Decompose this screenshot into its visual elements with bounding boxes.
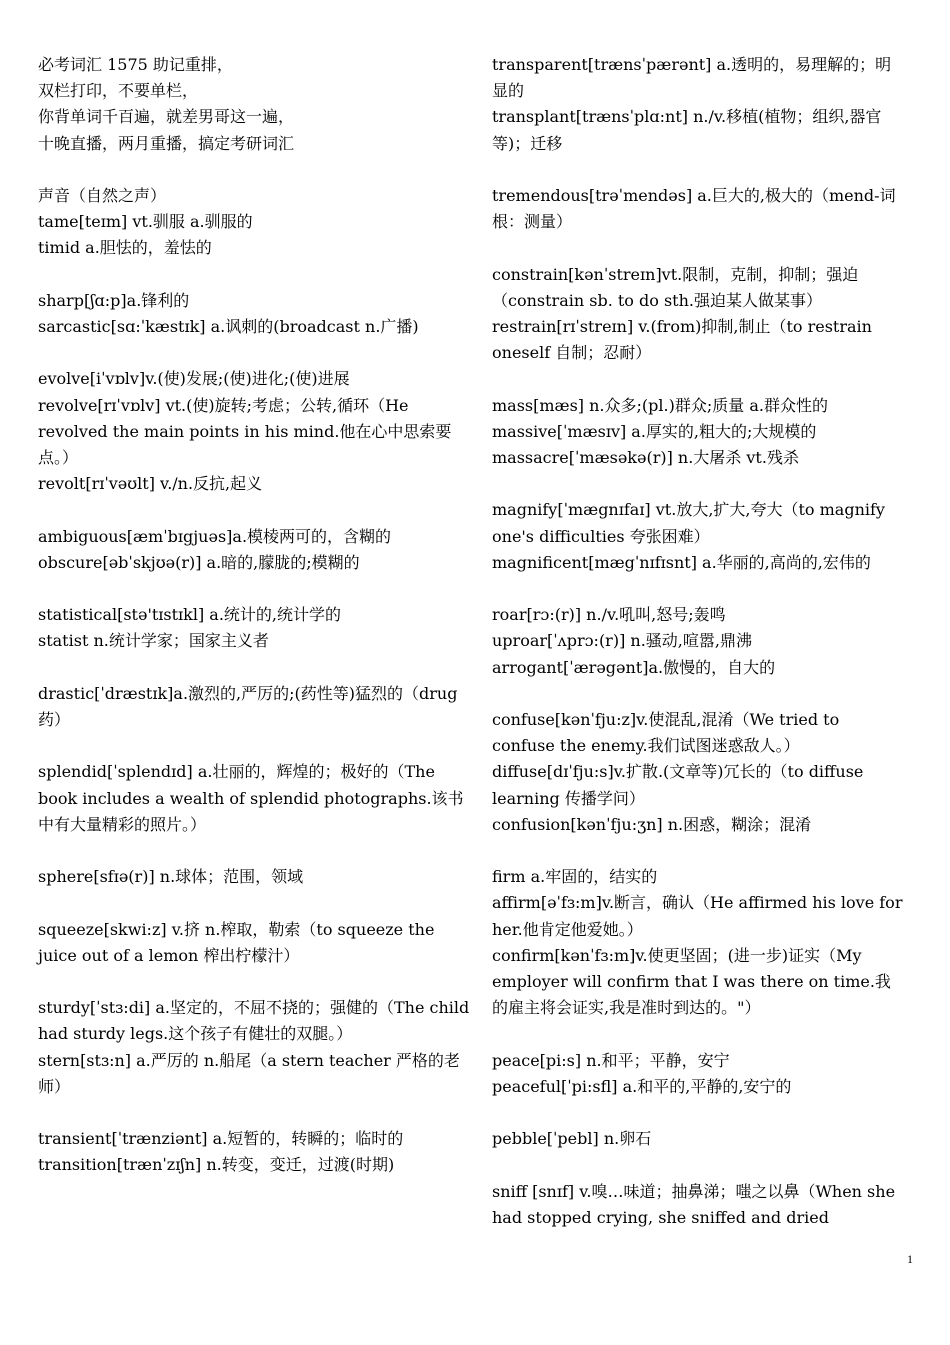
vocab-entry: tame[teɪm] vt.驯服 a.驯服的 [38, 212, 253, 232]
vocab-entry: drastic[ˈdræstɪk]a.激烈的,严厉的;(药性等)猛烈的（drug 药） [38, 683, 463, 729]
blank-line [492, 1152, 904, 1178]
vocab-entry: stern[stɜ:n] a.严厉的 n.船尾（a stern teacher 严格的老师） [38, 1050, 460, 1096]
vocab-entry: restrain[rɪˈstreɪn] v.(from)抑制,制止（to restrain oneself 自制；忍耐） [492, 317, 878, 363]
blank-line [38, 1100, 475, 1126]
vocab-entry: sphere[sfɪə(r)] n.球体；范围，领域 [38, 867, 304, 887]
vocab-entry: evolve[iˈvɒlv]v.(使)发展;(使)进化;(使)进展 [38, 369, 350, 389]
vocab-entry: 双栏打印，不要单栏， [38, 81, 199, 101]
blank-line [38, 576, 475, 602]
blank-line [492, 576, 904, 602]
vocab-entry: peace[pi:s] n.和平；平静，安宁 [492, 1050, 730, 1070]
blank-line [492, 681, 904, 707]
vocab-entry: roar[rɔ:(r)] n./v.吼叫,怒号;轰鸣 [492, 605, 726, 625]
right-column [492, 52, 908, 1231]
vocab-entry: statist n.统计学家；国家主义者 [38, 631, 269, 651]
vocab-entry: magnify[ˈmægnɪfaɪ] vt.放大,扩大,夸大（to magnify one's difficulties 夸张困难） [492, 500, 891, 546]
vocab-entry: pebble[ˈpebl] n.卵石 [492, 1129, 652, 1149]
vocab-entry: 必考词汇 1575 助记重排， [38, 55, 233, 74]
vocab-entry: confusion[kənˈfju:ʒn] n.困惑，糊涂；混淆 [492, 814, 812, 834]
vocab-entry: sniff [snɪf] v.嗅…味道；抽鼻涕；嗤之以鼻（When she had stopped crying, she sniffed and dried [492, 1181, 901, 1227]
blank-line [38, 262, 475, 288]
blank-line [492, 1100, 904, 1126]
blank-line [492, 1021, 904, 1047]
blank-line [38, 340, 475, 366]
vocab-entry: sharp[ʃɑ:p]a.锋利的 [38, 290, 190, 310]
vocab-entry: confirm[kənˈfɜ:m]v.使更坚固；(进一步)证实（My employer will confirm that I was there on time.我的雇主将会证实,我是准时到达的。"） [492, 945, 891, 1018]
vocab-entry: revolt[rɪˈvəʊlt] v./n.反抗,起义 [38, 474, 263, 494]
vocab-entry: sturdy[ˈstɜ:di] a.坚定的，不屈不挠的；强健的（The child had sturdy legs.这个孩子有健壮的双腿。） [38, 998, 475, 1044]
blank-line [492, 471, 904, 497]
blank-line [38, 497, 475, 523]
vocab-entry: 声音（自然之声） [38, 186, 167, 205]
vocab-entry: 你背单词千百遍，就差男哥这一遍， [38, 107, 295, 127]
blank-line [492, 235, 904, 261]
vocab-entry: transparent[trænsˈpærənt] a.透明的，易理解的；明显的 [492, 55, 892, 101]
vocab-entry: arrogant[ˈærəgənt]a.傲慢的，自大的 [492, 657, 776, 677]
blank-line [492, 366, 904, 392]
vocab-entry: transplant[trænsˈplɑ:nt] n./v.移植(植物；组织,器官等)；迁移 [492, 107, 882, 153]
vocab-entry: affirm[əˈfɜ:m]v.断言，确认（He affirmed his love for her.他肯定他爱她。） [492, 893, 908, 939]
vocab-entry: sarcastic[sɑ:ˈkæstɪk] a.讽刺的(broadcast n.广播) [38, 317, 419, 336]
vocab-entry: ambiguous[æmˈbɪgjuəs]a.模棱两可的，含糊的 [38, 526, 392, 546]
blank-line [492, 157, 904, 183]
vocab-entry: massive[ˈmæsɪv] a.厚实的,粗大的;大规模的 [492, 421, 817, 441]
vocab-entry: uproar[ˈʌprɔ:(r)] n.骚动,喧嚣,鼎沸 [492, 631, 752, 651]
vocab-entry: squeeze[skwi:z] v.挤 n.榨取，勒索（to squeeze the juice out of a lemon 榨出柠檬汁） [38, 919, 440, 965]
vocab-entry: constrain[kənˈstreɪn]vt.限制，克制，抑制；强迫（constrain sb. to do sth.强迫某人做某事） [492, 264, 859, 310]
vocab-entry: peaceful[ˈpi:sfl] a.和平的,平静的,安宁的 [492, 1076, 792, 1096]
vocab-entry: obscure[əbˈskjʊə(r)] a.暗的,朦胧的;模糊的 [38, 552, 360, 572]
vocab-entry: mass[mæs] n.众多;(pl.)群众;质量 a.群众性的 [492, 395, 828, 415]
blank-line [38, 157, 475, 183]
page-number: 1 [907, 1252, 913, 1266]
vocab-entry: massacre[ˈmæsəkə(r)] n.大屠杀 vt.残杀 [492, 448, 799, 467]
blank-line [38, 838, 475, 864]
left-column [38, 52, 475, 1179]
vocab-entry: firm a.牢固的，结实的 [492, 867, 658, 887]
vocab-entry: confuse[kənˈfju:z]v.使混乱,混淆（We tried to confuse the enemy.我们试图迷惑敌人。） [492, 709, 845, 756]
vocab-entry: 十晚直播，两月重播，搞定考研词汇 [38, 133, 295, 153]
vocab-entry: diffuse[dɪˈfju:s]v.扩散.(文章等)冗长的（to diffuse learning 传播学问） [492, 762, 869, 808]
blank-line [492, 838, 904, 864]
blank-line [38, 969, 475, 995]
vocab-entry: magnificent[mægˈnɪfɪsnt] a.华丽的,高尚的,宏伟的 [492, 552, 871, 572]
vocab-entry: transient[ˈtrænziənt] a.短暂的，转瞬的；临时的 [38, 1129, 404, 1149]
blank-line [38, 890, 475, 916]
vocab-entry: transition[trænˈzɪʃn] n.转变，变迁，过渡(时期) [38, 1155, 395, 1175]
vocab-entry: timid a.胆怯的，羞怯的 [38, 238, 212, 258]
blank-line [38, 655, 475, 681]
vocab-entry: revolve[rɪˈvɒlv] vt.(使)旋转;考虑；公转,循环（He revolved the main points in his mind.他在心中思索要点。） [38, 395, 452, 467]
blank-line [38, 733, 475, 759]
vocab-entry: splendid[ˈsplendɪd] a.壮丽的，辉煌的；极好的（The book includes a wealth of splendid photographs.该书中有大量精彩的照片。） [38, 762, 464, 834]
vocab-entry: statistical[stə'tɪstɪkl] a.统计的,统计学的 [38, 605, 342, 625]
vocab-entry: tremendous[trəˈmendəs] a.巨大的,极大的（mend-词根：测量） [492, 186, 896, 232]
